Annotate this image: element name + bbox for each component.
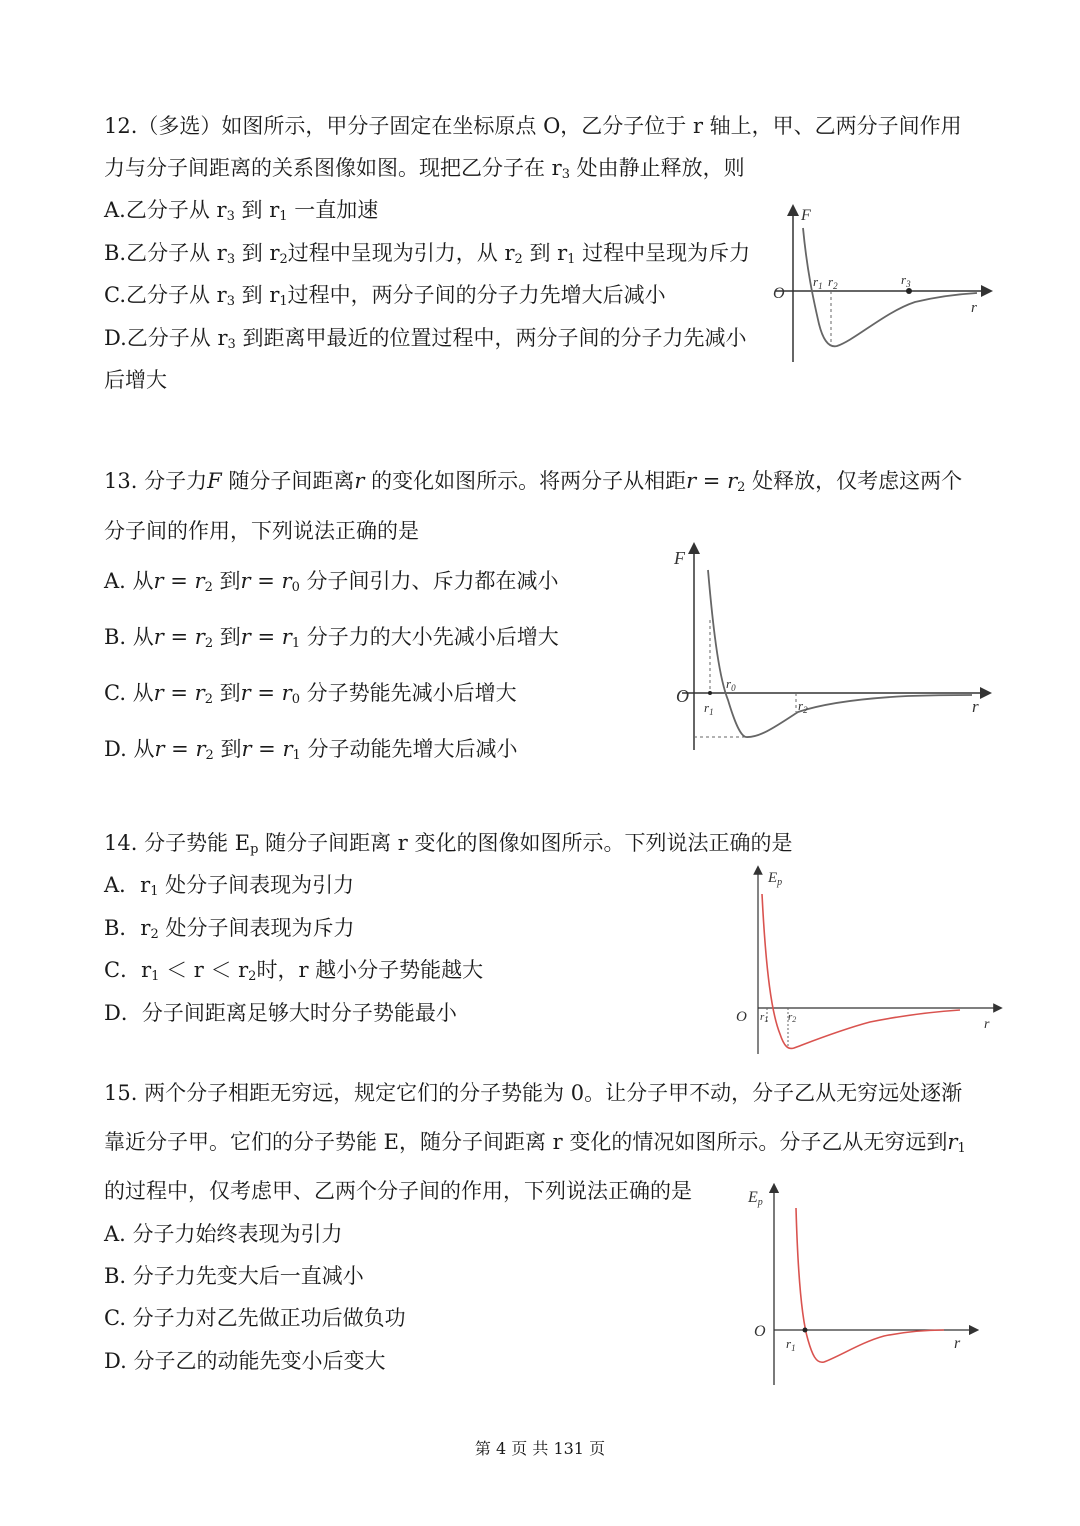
svg-text:r: r bbox=[984, 1017, 990, 1032]
q13-figure bbox=[668, 540, 993, 760]
svg-text:r2: r2 bbox=[788, 1011, 797, 1024]
svg-text:Ep: $E_p$ bbox=[768, 870, 783, 888]
q15-stem-line1: 15. 两个分子相距无穷远，规定它们的分子势能为 0。让分子甲不动，分子乙从无穷远处逐渐 bbox=[104, 1081, 963, 1105]
q12-stem-line1: 12.（多选）如图所示，甲分子固定在坐标原点 O，乙分子位于 r 轴上，甲、乙两分子间作用 bbox=[104, 114, 962, 138]
svg-text:r0: $r_0$ bbox=[726, 676, 736, 693]
q13-option-c[interactable]: C. 从$r = r_2$ 到$r = r_0$ 分子势能先减小后增大 bbox=[104, 681, 517, 707]
q13-option-a[interactable]: A. 从$r = r_2$ 到$r = r_0$ 分子间引力、斥力都在减小 bbox=[104, 569, 559, 595]
q15-option-a[interactable]: A. 分子力始终表现为引力 bbox=[104, 1222, 343, 1246]
q12-option-d-cont: 后增大 bbox=[104, 368, 167, 392]
q12-figure bbox=[765, 200, 995, 370]
page-footer: 第 4 页 共 131 页 bbox=[474, 1439, 606, 1458]
q14-option-d[interactable]: D．分子间距离足够大时分子势能最小 bbox=[104, 1001, 457, 1025]
svg-text:r1: $r_1$ bbox=[813, 274, 823, 291]
svg-text:r2: $r_2$ bbox=[828, 274, 838, 291]
q15-stem-line2: 靠近分子甲。它们的分子势能 E，随分子间距离 r 变化的情况如图所示。分子乙从无穷远到$r_1$ bbox=[104, 1130, 966, 1156]
svg-text:O: O bbox=[736, 1009, 747, 1025]
q13-stem-line2: 分子间的作用，下列说法正确的是 bbox=[104, 519, 419, 543]
q14-option-c[interactable]: C．$r_1 < r < r_2$时，r 越小分子势能越大 bbox=[104, 958, 484, 984]
q12-option-b[interactable]: B.乙分子从 $r_3$ 到 $r_2$过程中呈现为引力，从 $r_2$ 到 $r_1$ 过程中呈现为斥力 bbox=[104, 241, 751, 267]
svg-text:r1: $r_1$ bbox=[786, 1336, 796, 1353]
q14-option-a[interactable]: A．$r_1$ 处分子间表现为引力 bbox=[104, 873, 355, 899]
svg-text:r: r bbox=[971, 300, 977, 316]
q14-stem: 14. 分子势能 $E_p$ 随分子间距离 r 变化的图像如图所示。下列说法正确的是 bbox=[104, 831, 793, 857]
q14-figure bbox=[730, 864, 1005, 1059]
svg-text:r3: $r_3$ bbox=[901, 272, 911, 289]
svg-text:Ep: Ep bbox=[748, 1189, 763, 1208]
svg-text:r2: $r_2$ bbox=[798, 698, 808, 715]
q12-option-c[interactable]: C.乙分子从 $r_3$ 到 $r_1$过程中，两分子间的分子力先增大后减小 bbox=[104, 283, 666, 309]
svg-text:r1: r1 bbox=[760, 1011, 769, 1024]
q15-potential-curve bbox=[796, 1208, 944, 1362]
svg-text:F: F bbox=[801, 207, 811, 224]
q13-force-curve bbox=[708, 570, 972, 737]
q15-figure bbox=[744, 1180, 984, 1390]
svg-text:r: r bbox=[972, 697, 979, 716]
svg-text:O: O bbox=[754, 1323, 766, 1340]
q13-option-d[interactable]: D. 从$r = r_2$ 到$r = r_1$ 分子动能先增大后减小 bbox=[104, 737, 518, 763]
q15-option-c[interactable]: C. 分子力对乙先做正功后做负功 bbox=[104, 1306, 406, 1330]
q15-option-d[interactable]: D. 分子乙的动能先变小后变大 bbox=[104, 1349, 386, 1373]
q13-stem-line1: 13. 分子力F 随分子间距离r 的变化如图所示。将两分子从相距$r = r_2$ 处释放，仅考虑这两个 bbox=[104, 469, 963, 495]
q12-stem-line2: 力与分子间距离的关系图像如图。现把乙分子在 $r_3$ 处由静止释放，则 bbox=[104, 156, 745, 182]
q14-potential-curve bbox=[762, 894, 960, 1048]
q13-option-b[interactable]: B. 从$r = r_2$ 到$r = r_1$ 分子力的大小先减小后增大 bbox=[104, 625, 559, 651]
svg-text:O: O bbox=[773, 285, 785, 302]
svg-text:r1: $r_1$ bbox=[704, 700, 714, 717]
q14-option-b[interactable]: B．$r_2$ 处分子间表现为斥力 bbox=[104, 916, 355, 942]
q15-option-b[interactable]: B. 分子力先变大后一直减小 bbox=[104, 1264, 364, 1288]
q12-option-d[interactable]: D.乙分子从 $r_3$ 到距离甲最近的位置过程中，两分子间的分子力先减小 bbox=[104, 326, 747, 352]
svg-text:F: F bbox=[674, 548, 685, 568]
svg-text:O: O bbox=[676, 686, 689, 706]
q15-stem-line3: 的过程中，仅考虑甲、乙两个分子间的作用，下列说法正确的是 bbox=[104, 1179, 692, 1203]
svg-text:r: r bbox=[954, 1335, 961, 1352]
q12-option-a[interactable]: A.乙分子从 $r_3$ 到 $r_1$ 一直加速 bbox=[104, 198, 379, 224]
